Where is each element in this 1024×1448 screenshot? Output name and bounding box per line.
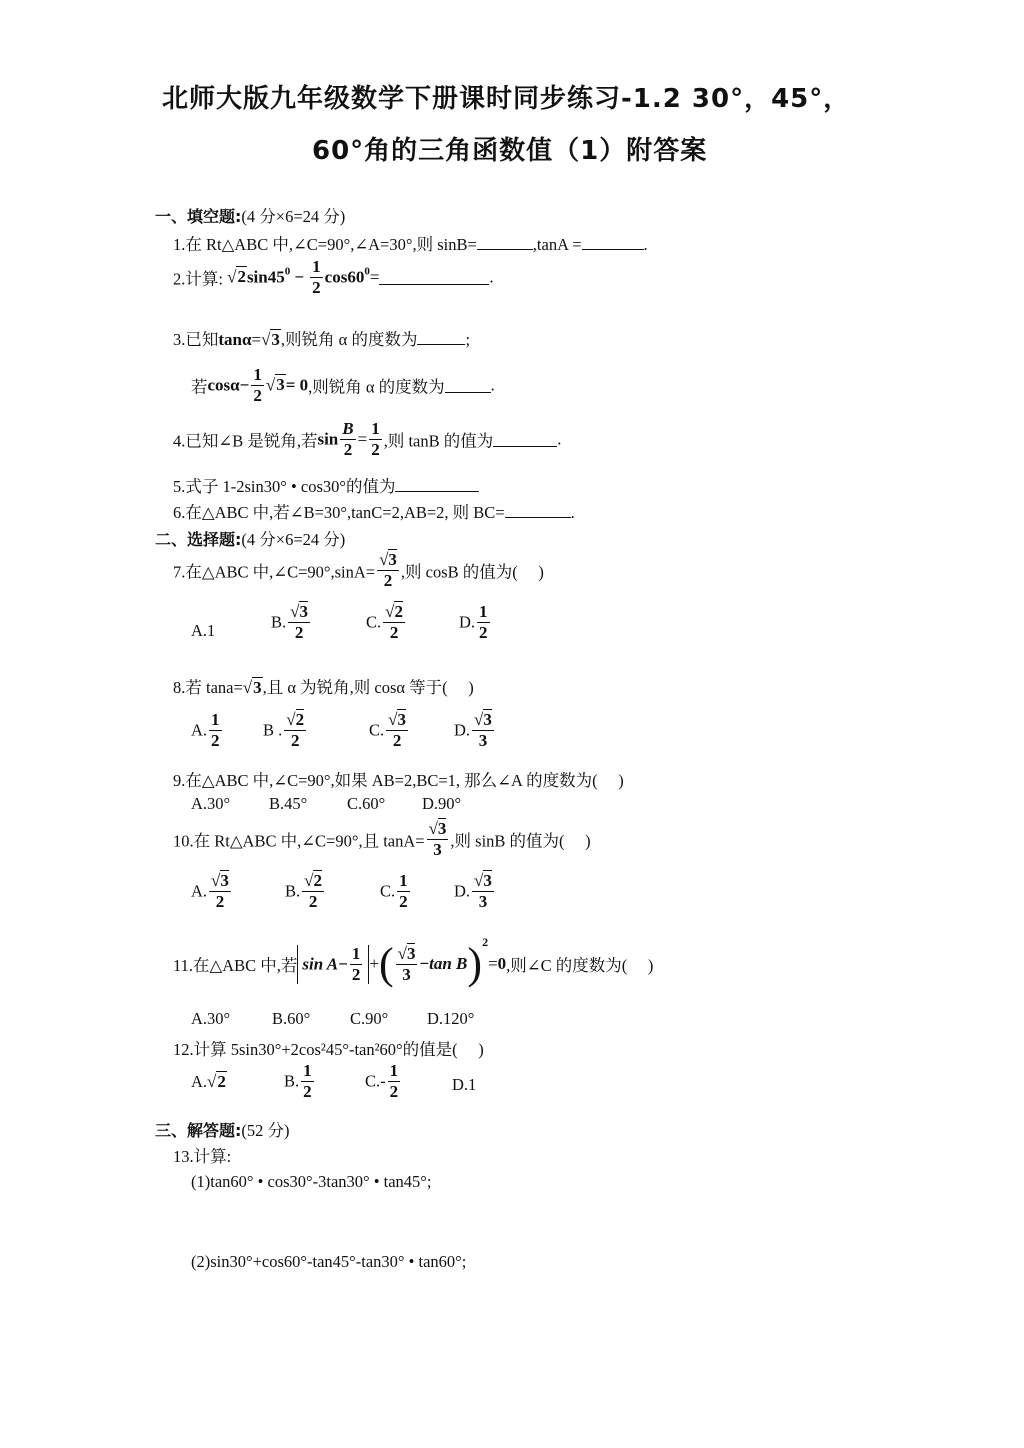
- q1-blank-2[interactable]: [582, 234, 644, 250]
- q4-prefix: 4.已知∠B 是锐角,若: [173, 431, 318, 451]
- question-12: [173, 1036, 484, 1060]
- sin45: sin45: [246, 267, 285, 287]
- q12-option-b[interactable]: B. $\frac{1}{2}$: [284, 1061, 312, 1101]
- question-3: 3.已知tanα=√3,则锐角 α 的度数为 ;: [173, 330, 471, 349]
- question-13-part-2: (2)sin30°+cos60°-tan45°-tan30° • tan60°;: [191, 1252, 467, 1271]
- q5-text: 5.式子 1-2sin30° • cos30°的值为: [173, 477, 396, 496]
- question-5: [173, 473, 479, 497]
- q7-option-d[interactable]: D. $\frac{1}{2}$: [459, 602, 488, 642]
- q11-option-c[interactable]: C.90°: [350, 1009, 389, 1028]
- q3-sub-prefix: 若: [191, 377, 208, 397]
- q1-text-b: ,tanA =: [532, 235, 582, 254]
- q8-option-a[interactable]: A. $\frac{1}{2}$: [191, 710, 220, 750]
- q6-blank[interactable]: [505, 502, 571, 518]
- q7-option-c[interactable]: C. $\frac{√2}{2}$: [366, 602, 403, 642]
- question-2: 2.计算: $√2\sin 45^0$ − $\frac{1}{2}$ $\cos 60^0=$ .: [173, 257, 494, 297]
- q8-options: [191, 711, 511, 765]
- q8-option-b[interactable]: B . $\frac{√2}{2}$: [263, 710, 305, 750]
- question-6: 6.在△ABC 中,若∠B=30°,tanC=2,AB=2, 则 BC= .: [173, 503, 575, 522]
- page-title-line2: 60°角的三角函数值（1）附答案: [312, 136, 708, 166]
- q12-options: [191, 1062, 491, 1112]
- q4-blank[interactable]: [493, 431, 557, 447]
- question-4: 4.已知∠B 是锐角,若sin $\frac{B}{2}$ = $\frac{1}{2}$ ,则 tanB 的值为 .: [173, 419, 562, 459]
- fraction-B-2: $\frac{B}{2}$: [342, 419, 354, 459]
- tan-alpha: tanα: [218, 330, 252, 349]
- q12-option-c[interactable]: C.- $\frac{1}{2}$: [365, 1061, 399, 1101]
- q11-prefix: 11.在△ABC 中,若: [173, 956, 298, 976]
- q3-prefix: 3.已知: [173, 330, 219, 349]
- q9-option-d[interactable]: D.90°: [422, 794, 462, 813]
- q2-blank[interactable]: [379, 269, 489, 285]
- q9-option-a[interactable]: A.30°: [191, 794, 231, 813]
- q8-option-c[interactable]: C. $\frac{√3}{2}$: [369, 710, 406, 750]
- absolute-value: sin A− $\frac{1}{2}$: [297, 945, 369, 984]
- section-fill-in: [155, 203, 345, 227]
- q11-option-d[interactable]: D.120°: [427, 1009, 475, 1028]
- q2-prefix: 2.计算:: [173, 269, 223, 289]
- q10-prefix: 10.在 Rt△ABC 中,∠C=90°,且 tanA=: [173, 831, 425, 851]
- cos-alpha: cosα: [207, 375, 240, 395]
- fraction-1-2: $\frac{1}{2}$: [253, 365, 262, 405]
- sqrt-2: √2: [227, 267, 246, 287]
- question-3-sub: 若cosα− $\frac{1}{2}$ √3= 0,则锐角 α 的度数为 .: [191, 365, 495, 405]
- question-10: [173, 820, 591, 859]
- question-7: [173, 551, 544, 590]
- q3-suffix: ,则锐角 α 的度数为: [280, 330, 418, 349]
- q10-suffix: ,则 sinB 的值为( ): [450, 831, 591, 851]
- section-label: 二、选择题:: [155, 530, 242, 549]
- q10-options: [191, 872, 521, 926]
- section-score: (4 分×6=24 分): [241, 207, 346, 226]
- q8-option-d[interactable]: D. $\frac{√3}{3}$: [454, 710, 492, 750]
- section-multiple-choice: [155, 526, 345, 550]
- q10-option-c[interactable]: C. $\frac{1}{2}$: [380, 871, 408, 911]
- fraction-1-2: $\frac{1}{2}$: [312, 257, 321, 297]
- section-score: (52 分): [241, 1121, 290, 1140]
- sqrt-3: √3: [261, 330, 280, 349]
- q5-blank[interactable]: [395, 476, 479, 492]
- cos60: cos60: [324, 267, 365, 287]
- q7-options: [191, 603, 511, 657]
- q8-prefix: 8.若 tana=: [173, 678, 243, 697]
- q11-option-a[interactable]: A.30°: [191, 1009, 231, 1028]
- fraction-1-2: $\frac{1}{2}$: [371, 419, 380, 459]
- q7-option-b[interactable]: B. $\frac{√3}{2}$: [271, 602, 308, 642]
- question-8: [173, 674, 474, 698]
- q10-option-d[interactable]: D. $\frac{√3}{3}$: [454, 871, 492, 911]
- page-title-line1: 北师大版九年级数学下册课时同步练习-1.2 30°，45°，: [162, 84, 851, 114]
- q7-option-a[interactable]: A.1: [191, 621, 216, 640]
- q12-option-a[interactable]: A.√2: [191, 1072, 226, 1091]
- q11-options: [191, 1009, 491, 1031]
- q6-text: 6.在△ABC 中,若∠B=30°,tanC=2,AB=2, 则 BC=: [173, 503, 505, 522]
- sqrt-3: √3: [265, 375, 285, 395]
- section-solve: [155, 1117, 290, 1141]
- q1-end: .: [643, 235, 648, 254]
- sqrt-3: √3: [242, 678, 262, 697]
- q3-sub-blank[interactable]: [445, 377, 491, 393]
- q4-suffix: ,则 tanB 的值为: [383, 431, 494, 451]
- section-label: 三、解答题:: [155, 1121, 242, 1140]
- q1-blank-1[interactable]: [477, 234, 533, 250]
- q11-option-b[interactable]: B.60°: [272, 1009, 311, 1028]
- q3-sub-suffix: ,则锐角 α 的度数为: [308, 377, 445, 397]
- fraction-sqrt3-3: $\frac{√3}{3}$: [428, 819, 447, 859]
- section-score: (4 分×6=24 分): [241, 530, 346, 549]
- question-9: [173, 767, 624, 791]
- q12-option-d[interactable]: D.1: [452, 1075, 477, 1094]
- q9-option-c[interactable]: C.60°: [347, 794, 386, 813]
- section-label: 一、填空题:: [155, 207, 242, 226]
- q9-text: 9.在△ABC 中,∠C=90°,如果 AB=2,BC=1, 那么∠A 的度数为( ): [173, 771, 624, 790]
- question-13-label: 13.计算:: [173, 1147, 232, 1166]
- q12-text: 12.计算 5sin30°+2cos²45°-tan²60°的值是( ): [173, 1040, 484, 1059]
- q1-text: 1.在 Rt△ABC 中,∠C=90°,∠A=30°,则 sinB=: [173, 235, 477, 254]
- question-13-part-1: (1)tan60° • cos30°-3tan30° • tan45°;: [191, 1172, 432, 1191]
- q10-option-a[interactable]: A. $\frac{√3}{2}$: [191, 871, 229, 911]
- q11-suffix: ,则∠C 的度数为( ): [506, 956, 654, 976]
- q7-suffix: ,则 cosB 的值为( ): [400, 562, 544, 582]
- q9-option-b[interactable]: B.45°: [269, 794, 308, 813]
- q3-blank[interactable]: [417, 329, 465, 345]
- question-1: [173, 231, 648, 255]
- q10-option-b[interactable]: B. $\frac{√2}{2}$: [285, 871, 322, 911]
- q8-suffix: ,且 α 为锐角,则 cosα 等于( ): [262, 678, 474, 697]
- question-11: 11.在△ABC 中,若 sin A− $\frac{1}{2}$ +( $\frac{√3}{3}$ −tan B)$^2$=0,则∠C 的度数为( ): [173, 935, 654, 989]
- q9-options: [191, 794, 491, 816]
- fraction-sqrt3-2: $\frac{√3}{2}$: [379, 550, 397, 590]
- q7-prefix: 7.在△ABC 中,∠C=90°,sinA=: [173, 562, 376, 582]
